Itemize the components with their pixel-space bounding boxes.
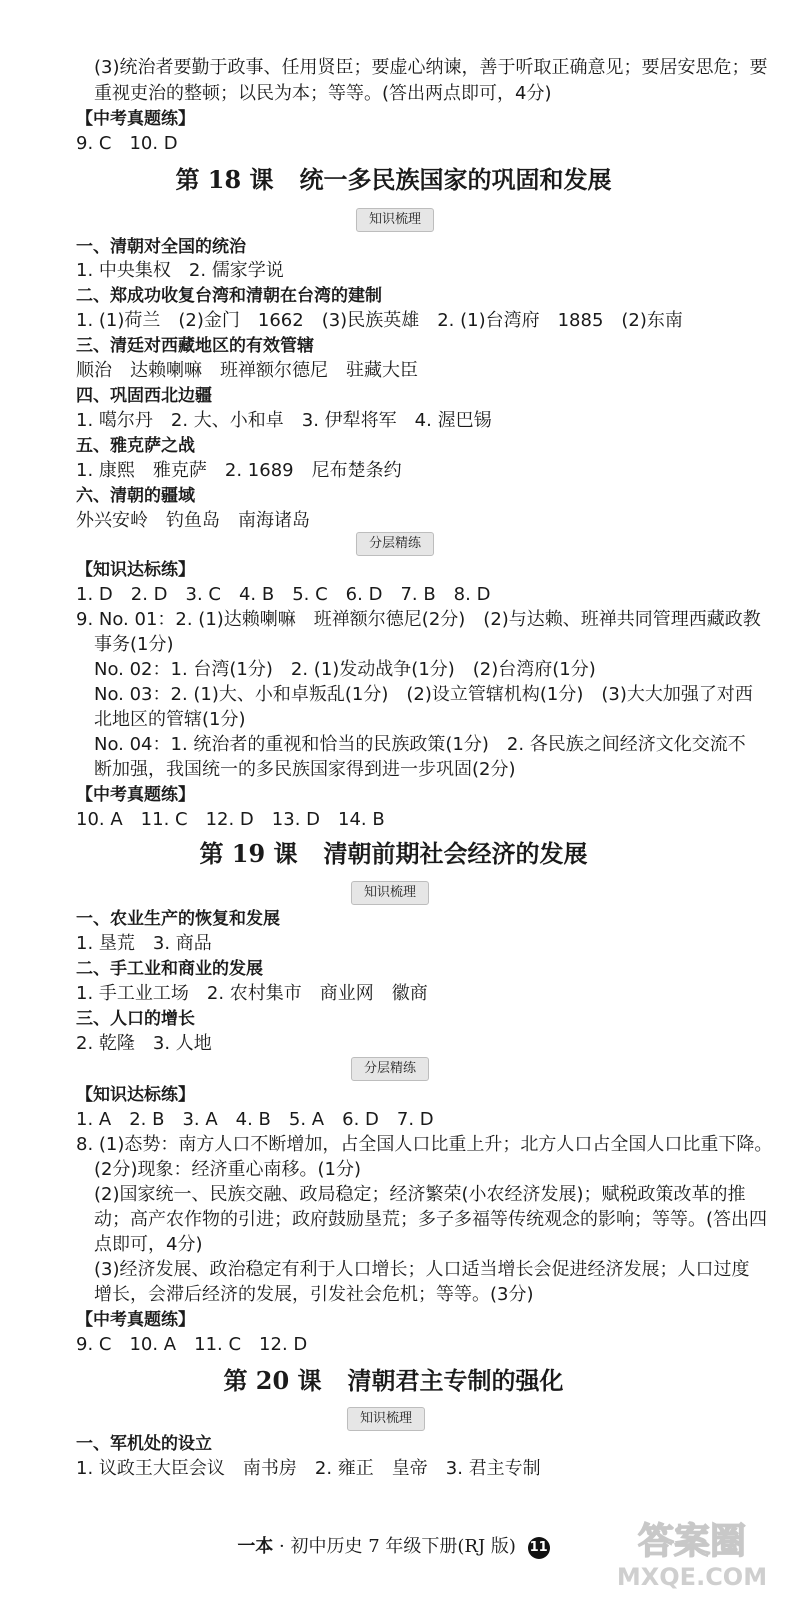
section-heading: 三、人口的增长 [76,1009,195,1029]
lesson-name: 统一多民族国家的巩固和发展 [299,165,612,194]
lesson-name: 清朝前期社会经济的发展 [323,839,588,868]
zhongkao-answers: 10. A 11. C 12. D 13. D 14. B [76,809,385,830]
answer-line: 1. 康熙 雅克萨 2. 1689 尼布楚条约 [76,460,402,481]
answer-line: 1. 噶尔丹 2. 大、小和卓 3. 伊犁将军 4. 渥巴锡 [76,410,492,431]
section-heading: 一、农业生产的恢复和发展 [76,909,280,929]
section-tag: 分层精练 [356,532,434,556]
zhongkao-header: 【中考真题练】 [76,1310,195,1330]
zhishi-header: 【知识达标练】 [76,1085,195,1105]
section-tag: 知识梳理 [351,881,429,905]
lesson-number: 第 18 课 [175,165,274,194]
answer-line: 断加强，我国统一的多民族国家得到进一步巩固(2分) [94,759,516,780]
answer-line: (2)国家统一、民族交融、政局稳定；经济繁荣(小农经济发展)；赋税政策改革的推 [94,1184,746,1205]
section-heading: 一、清朝对全国的统治 [76,237,246,257]
section-heading: 五、雅克萨之战 [76,436,195,456]
lesson-title [0,1366,787,1396]
section-heading: 二、郑成功收复台湾和清朝在台湾的建制 [76,286,382,306]
answer-line: 点即可，4分) [94,1234,203,1255]
answer-line: 1. A 2. B 3. A 4. B 5. A 6. D 7. D [76,1109,434,1130]
watermark-text-top: 答案圈 [637,1521,747,1562]
section-tag: 分层精练 [351,1057,429,1081]
lesson-name: 清朝君主专制的强化 [347,1366,564,1395]
answer-line: (2分)现象：经济重心南移。(1分) [94,1159,361,1180]
lesson-number: 第 19 课 [199,839,298,868]
answer-line: No. 03：2. (1)大、小和卓叛乱(1分) (2)设立管辖机构(1分) (3)大大加强了对西 [94,684,753,705]
zhongkao-answers: 9. C 10. A 11. C 12. D [76,1334,308,1355]
answer-line: (3)经济发展、政治稳定有利于人口增长；人口适当增长会促进经济发展；人口过度 [94,1259,750,1280]
zhongkao-header: 【中考真题练】 [76,109,195,129]
zhongkao-answers: 9. C 10. D [76,133,178,154]
section-tag: 知识梳理 [356,208,434,232]
section-heading: 六、清朝的疆域 [76,486,195,506]
section-heading: 三、清廷对西藏地区的有效管辖 [76,336,314,356]
section-tag: 知识梳理 [347,1407,425,1431]
answer-line: 2. 乾隆 3. 人地 [76,1033,212,1054]
answer-line: 1. 手工业工场 2. 农村集市 商业网 徽商 [76,983,428,1004]
lesson-number: 第 20 课 [223,1366,322,1395]
brand-name: 一本 [237,1536,274,1557]
answer-line: 9. No. 01：2. (1)达赖喇嘛 班禅额尔德尼(2分) (2)与达赖、班禅共同管理西藏政教 [76,609,761,630]
zhishi-header: 【知识达标练】 [76,560,195,580]
watermark-logo [600,1505,780,1595]
prev-answer-line-2: 重视吏治的整顿；以民为本；等等。(答出两点即可，4分) [94,83,552,104]
answer-line: 1. D 2. D 3. C 4. B 5. C 6. D 7. B 8. D [76,584,491,605]
answer-line: 北地区的管辖(1分) [94,709,246,730]
answer-line: 8. (1)态势：南方人口不断增加，占全国人口比重上升；北方人口占全国人口比重下降。 [76,1134,773,1155]
prev-answer-line-1: (3)统治者要勤于政事、任用贤臣；要虚心纳谏，善于听取正确意见；要居安思危；要 [94,57,768,78]
answer-line: 1. 议政王大臣会议 南书房 2. 雍正 皇帝 3. 君主专制 [76,1458,541,1479]
answer-line: 1. 垦荒 3. 商品 [76,933,212,954]
section-heading: 二、手工业和商业的发展 [76,959,263,979]
footer-separator: · [279,1536,285,1557]
answer-line: 1. (1)荷兰 (2)金门 1662 (3)民族英雄 2. (1)台湾府 1885 (2)东南 [76,310,683,331]
page-number: 11 [528,1537,550,1559]
lesson-title [0,839,787,869]
section-heading: 四、巩固西北边疆 [76,386,212,406]
section-heading: 一、军机处的设立 [76,1434,212,1454]
answer-line: No. 02：1. 台湾(1分) 2. (1)发动战争(1分) (2)台湾府(1分) [94,659,596,680]
answer-line: 增长，会滞后经济的发展，引发社会危机；等等。(3分) [94,1284,534,1305]
answer-line: No. 04：1. 统治者的重视和恰当的民族政策(1分) 2. 各民族之间经济文化交流不 [94,734,746,755]
zhongkao-header: 【中考真题练】 [76,785,195,805]
answer-line: 1. 中央集权 2. 儒家学说 [76,260,284,281]
answer-line: 动；高产农作物的引进；政府鼓励垦荒；多子多福等传统观念的影响；等等。(答出四 [94,1209,768,1230]
answer-line: 顺治 达赖喇嘛 班禅额尔德尼 驻藏大臣 [76,360,418,381]
answer-line: 外兴安岭 钓鱼岛 南海诸岛 [76,510,310,531]
lesson-title [0,165,787,195]
answer-line: 事务(1分) [94,634,174,655]
book-title: 初中历史 7 年级下册(RJ 版) [290,1536,516,1557]
watermark-text-bottom: MXQE.COM [616,1563,768,1591]
